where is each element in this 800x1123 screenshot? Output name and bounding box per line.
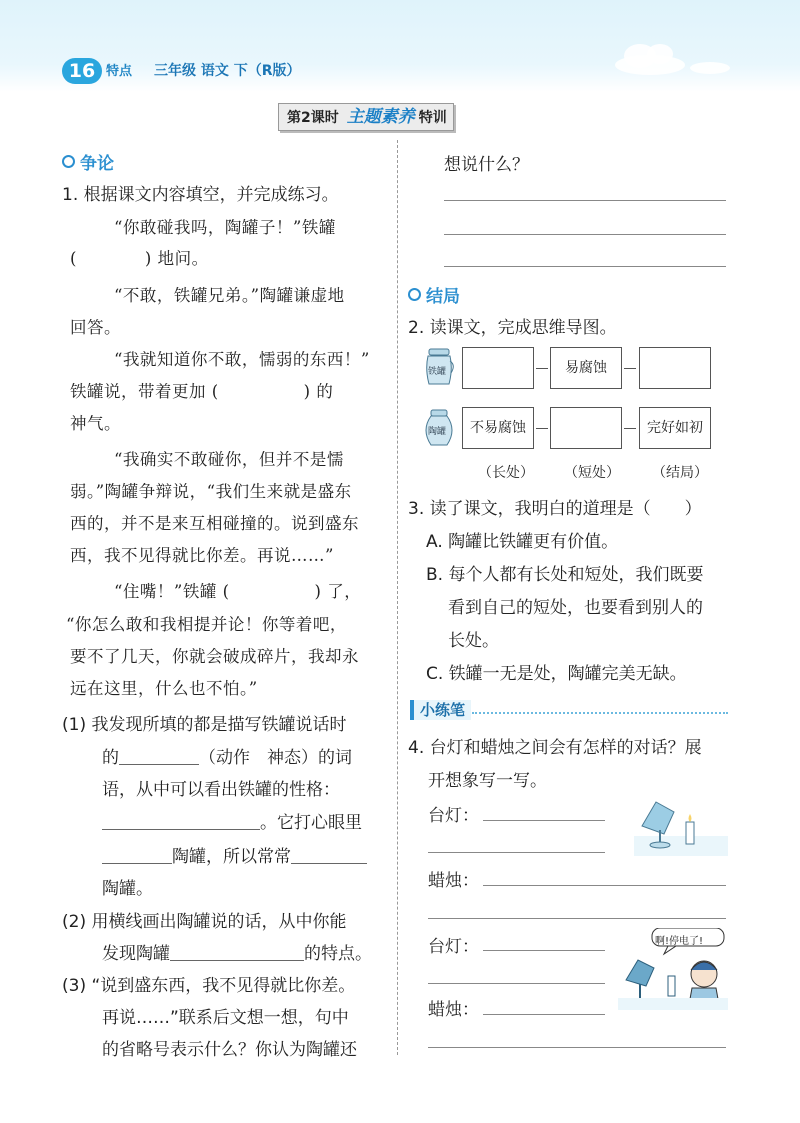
book-title: 三年级 语文 下（R版） [154, 63, 301, 79]
practice-heading: 小练笔 [410, 700, 471, 720]
passage-line: “你怎么敢和我相提并论！你等着吧， [66, 615, 347, 634]
passage-line: 西，我不见得就比你差。再说……” [70, 546, 334, 565]
answer-line[interactable] [483, 1014, 605, 1015]
passage-line: “我确实不敢碰你，但并不是懦 [114, 450, 344, 469]
subquestion-2-line: 发现陶罐 的特点。 [102, 944, 372, 964]
option-b-line: 看到自己的短处，也要看到别人的 [448, 598, 703, 618]
answer-line[interactable] [428, 852, 605, 853]
question-4: 4. 台灯和蜡烛之间会有怎样的对话？展 [408, 738, 702, 758]
mindmap-box[interactable] [639, 347, 711, 389]
question-3: 3. 读了课文，我明白的道理是（ ） [408, 499, 702, 519]
subquestion-3-line: 再说……”联系后文想一想，句中 [102, 1008, 349, 1028]
answer-line[interactable] [428, 1047, 726, 1048]
answer-line[interactable] [483, 820, 605, 821]
passage-line: ( ) 地问。 [70, 249, 209, 268]
answer-blank[interactable] [119, 746, 199, 765]
subquestion-3: (3) “说到盛东西，我不见得就比你差。 [62, 976, 356, 996]
iron-jar-label: 铁罐 [428, 367, 447, 377]
passage-line: 要不了几天，你就会破成碎片，我却永 [70, 647, 359, 666]
lesson-title [278, 103, 454, 131]
subquestion-2: (2) 用横线画出陶罐说的话，从中你能 [62, 912, 347, 932]
answer-blank[interactable] [291, 845, 367, 864]
clay-jar-label: 陶罐 [428, 427, 447, 437]
lesson-suffix: 特训 [418, 110, 447, 126]
practice-divider [472, 712, 728, 714]
passage-line: 弱。”陶罐争辩说，“我们生来就是盛东 [70, 482, 352, 501]
candle-label: 蜡烛： [428, 871, 479, 891]
question-2: 2. 读课文，完成思维导图。 [408, 318, 617, 338]
passage-line: 西的，并不是来互相碰撞的。说到盛东 [70, 514, 359, 533]
answer-line[interactable] [444, 266, 726, 267]
passage-line: 神气。 [70, 414, 121, 433]
passage-line: 回答。 [70, 318, 121, 337]
subquestion-3-line: 的省略号表示什么？你认为陶罐还 [102, 1040, 357, 1060]
lamp-candle-illustration [634, 796, 728, 856]
connector [536, 428, 548, 429]
subquestion-1-line: 。它打心眼里 [102, 808, 362, 833]
caption-weakness: （短处） [564, 465, 620, 481]
option-b-line: 长处。 [448, 631, 499, 651]
answer-line[interactable] [444, 234, 726, 235]
mindmap-box[interactable] [462, 347, 534, 389]
answer-line[interactable] [428, 983, 605, 984]
lesson-label: 第2课时 [287, 110, 339, 126]
candle-label: 蜡烛： [428, 1000, 479, 1020]
passage-line: “住嘴！”铁罐 ( ) 了， [114, 582, 362, 601]
subquestion-1-line: 陶罐，所以常常 [102, 842, 367, 867]
answer-blank[interactable] [102, 811, 260, 830]
mindmap-box: 完好如初 [639, 407, 711, 449]
subquestion-1: (1) 我发现所填的都是描写铁罐说话时 [62, 715, 347, 735]
cloud-icon [600, 30, 740, 80]
connector [536, 368, 548, 369]
subquestion-1-line: 语，从中可以看出铁罐的性格： [102, 780, 340, 800]
answer-blank[interactable] [102, 845, 172, 864]
option-b[interactable]: B. 每个人都有长处和短处，我们既要 [426, 565, 704, 585]
connector [624, 428, 636, 429]
column-divider [397, 140, 398, 1055]
option-c[interactable]: C. 铁罐一无是处，陶罐完美无缺。 [426, 664, 687, 684]
passage-line: 远在这里，什么也不怕。” [70, 679, 258, 698]
passage-line: “我就知道你不敢，懦弱的东西！” [114, 350, 370, 369]
bullet-icon [62, 155, 75, 168]
caption-strength: （长处） [478, 465, 534, 481]
answer-line[interactable] [444, 200, 726, 201]
lamp-label: 台灯： [428, 806, 479, 826]
option-a[interactable]: A. 陶罐比铁罐更有价值。 [426, 532, 619, 552]
answer-line[interactable] [483, 950, 605, 951]
speech-bubble-text: 啊!停电了! [655, 936, 704, 947]
passage-line: “不敢，铁罐兄弟。”陶罐谦虚地 [114, 286, 345, 305]
subquestion-1-line: 的 （动作 神态）的词 [102, 748, 352, 768]
answer-line[interactable] [428, 918, 726, 919]
bullet-icon [408, 288, 421, 301]
lamp-label: 台灯： [428, 937, 479, 957]
lesson-theme: 主题素养 [346, 107, 415, 127]
section-heading-dispute: 争论 [62, 149, 114, 174]
page-number: 16 [62, 58, 102, 84]
question-1-continued: 想说什么？ [444, 155, 529, 175]
answer-line[interactable] [483, 885, 726, 886]
brand-logo: 特点 [106, 64, 133, 79]
caption-outcome: （结局） [652, 465, 708, 481]
question-4-line: 开想象写一写。 [428, 771, 547, 791]
subquestion-1-line: 陶罐。 [102, 879, 153, 899]
passage-line: 铁罐说，带着更加 ( ) 的 [70, 382, 334, 401]
mindmap-box: 易腐蚀 [550, 347, 622, 389]
section-heading-outcome: 结局 [408, 282, 460, 307]
question-1: 1. 根据课文内容填空，并完成练习。 [62, 185, 339, 205]
passage-line: “你敢碰我吗，陶罐子！”铁罐 [114, 218, 336, 237]
connector [624, 368, 636, 369]
mindmap-box[interactable] [550, 407, 622, 449]
answer-blank[interactable] [170, 942, 304, 961]
mindmap-box: 不易腐蚀 [462, 407, 534, 449]
